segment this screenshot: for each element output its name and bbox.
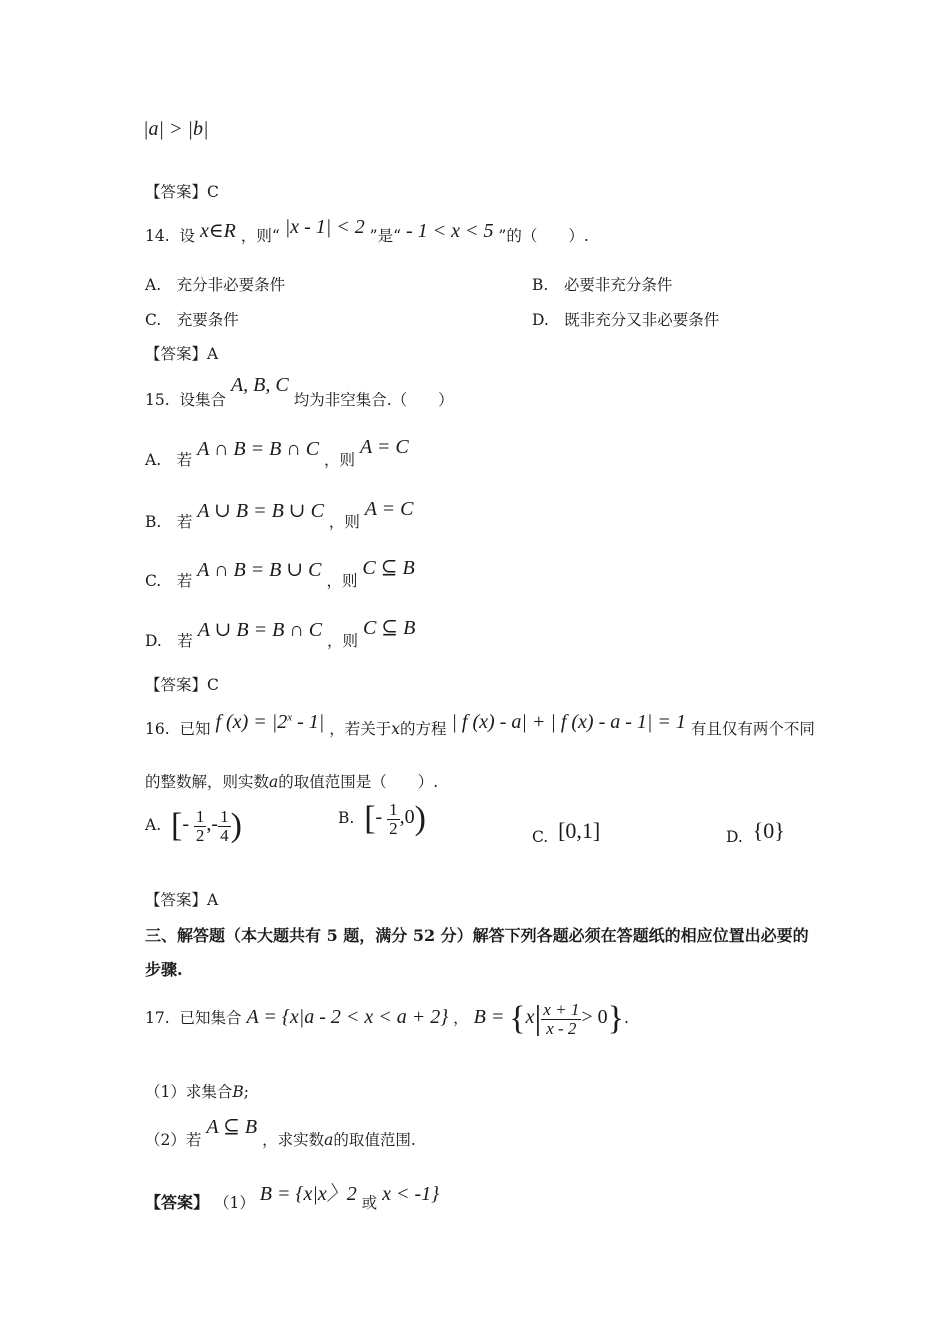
formula-exponent: x — [287, 711, 293, 724]
answer-q13: 【答案】C — [145, 183, 219, 201]
answer-q17 — [145, 1185, 439, 1214]
question-number: 16. — [145, 720, 170, 738]
question-text: 的取值范围. — [333, 1131, 416, 1149]
set-value: {0} — [752, 818, 785, 843]
q16-option-b: B. [- $\frac{1}{2}$ ,0) — [338, 799, 426, 838]
question-text: 的整数解，则实数 — [145, 773, 270, 791]
question-text: ，求实数 — [262, 1131, 325, 1149]
formula-range: - 1 < x < 5 — [405, 220, 494, 242]
fraction — [194, 808, 207, 845]
question-number: 14. — [145, 227, 170, 245]
formula-set-a: A = {x|a - 2 < x < a + 2} — [246, 1006, 449, 1028]
fraction-denominator: 4 — [220, 825, 229, 845]
answer-q14: 【答案】A — [145, 345, 219, 363]
formula-condition: A ∩ B = B ∩ C — [197, 438, 320, 460]
option-text: ，则 — [324, 451, 356, 469]
fraction — [387, 801, 400, 838]
question-text: 的方程 — [399, 720, 447, 738]
question-text: 均为非空集合.（ ） — [293, 391, 454, 409]
fraction-numerator: 1 — [220, 806, 229, 826]
formula-x-in-r: x∈R — [199, 220, 236, 242]
fraction — [541, 1001, 581, 1038]
question-text: （2）若 — [145, 1131, 202, 1149]
q15-option-a — [145, 436, 409, 471]
question-text: （1）求集合 — [145, 1083, 233, 1101]
answer-formula: B = {x|x〉2 — [259, 1183, 357, 1205]
option-text: ，则 — [326, 572, 358, 590]
option-label: A. 若 — [145, 451, 193, 469]
variable: x — [391, 720, 400, 738]
question-text: 已知 — [179, 720, 211, 738]
option-a: A. 充分非必要条件 — [145, 276, 286, 294]
option-c: C. 充要条件 — [145, 311, 239, 329]
option-d: D. 既非充分又非必要条件 — [532, 311, 720, 329]
fraction-numerator: x + 1 — [543, 999, 580, 1019]
formula-f-def — [215, 711, 324, 733]
formula-result: A = C — [364, 498, 414, 520]
question-14 — [145, 216, 589, 247]
formula-subset: A ⊆ B — [206, 1116, 258, 1138]
option-label: B. — [338, 809, 355, 827]
formula-condition: A ∪ B = B ∪ C — [197, 500, 324, 522]
q16-option-c — [532, 818, 601, 848]
answer-label: 【答案】 — [145, 1193, 210, 1212]
option-label: A. — [145, 816, 162, 834]
question-number: 15. — [145, 391, 170, 409]
question-text: ”的（ ）. — [498, 227, 589, 245]
formula-result: C ⊆ B — [362, 557, 415, 579]
question-16-line2 — [145, 770, 438, 792]
fraction-denominator: 2 — [389, 818, 398, 838]
question-text: . — [623, 1009, 629, 1027]
formula-condition: A ∪ B = B ∩ C — [197, 619, 323, 641]
variable: a — [324, 1131, 334, 1149]
q17-part-1 — [145, 1080, 249, 1102]
separator: ,- — [206, 813, 219, 835]
q15-option-c — [145, 557, 415, 592]
fraction-denominator: x - 2 — [546, 1018, 577, 1038]
option-label: C. — [532, 828, 549, 846]
option-label: D. — [726, 828, 743, 846]
formula-part: > 0 — [581, 1006, 608, 1028]
option-b: B. 必要非充分条件 — [532, 276, 673, 294]
formula-result: C ⊆ B — [362, 617, 416, 639]
option-label: B. 若 — [145, 513, 193, 531]
section-header-line2: 步骤. — [145, 960, 183, 979]
variable: x — [525, 1006, 535, 1028]
option-label: C. 若 — [145, 572, 193, 590]
formula-part: - 1| — [292, 711, 325, 733]
question-17: 17. 已知集合 A = {x|a - 2 < x < a + 2} ， B = {x| $\frac{x + 1}{x - 2}$ > 0}. — [145, 999, 629, 1038]
fraction-numerator: 1 — [195, 806, 205, 826]
variable: a — [269, 773, 279, 791]
q15-option-d — [145, 617, 416, 652]
formula-result: A = C — [359, 436, 409, 458]
interval-value: [0,1] — [558, 818, 601, 843]
fraction-numerator: 1 — [389, 799, 398, 819]
q15-option-b — [145, 498, 414, 533]
fraction-denominator: 2 — [195, 825, 205, 845]
q16-option-d — [726, 818, 785, 848]
q17-part-2 — [145, 1116, 416, 1151]
option-label: D. 若 — [145, 632, 193, 650]
minus-sign: - — [375, 806, 383, 828]
formula-condition: A ∩ B = B ∪ C — [197, 559, 322, 581]
question-text: 的取值范围是（ ）. — [278, 773, 439, 791]
top-formula: |a| > |b| — [143, 118, 209, 140]
answer-q16: 【答案】A — [145, 891, 219, 909]
question-text: 设 — [179, 227, 196, 245]
question-15 — [145, 374, 454, 411]
answer-part: （1） — [213, 1194, 255, 1212]
question-text: 设集合 — [179, 391, 227, 409]
question-text: ， — [453, 1009, 469, 1027]
question-number: 17. — [145, 1009, 170, 1027]
formula-equation: | f (x) - a| + | f (x) - a - 1| = 1 — [451, 711, 686, 733]
answer-formula: x < -1} — [382, 1183, 440, 1205]
fraction — [218, 808, 231, 845]
answer-text: 或 — [361, 1194, 378, 1212]
question-text: ; — [243, 1083, 249, 1101]
answer-q15: 【答案】C — [145, 676, 219, 694]
formula-sets: A, B, C — [230, 374, 289, 396]
question-text: ，若关于 — [329, 720, 392, 738]
option-text: ，则 — [327, 632, 359, 650]
question-text: ”是“ — [369, 227, 402, 245]
question-text: 有且仅有两个不同 — [690, 720, 815, 738]
section-header: 三、解答题（本大题共有 5 题，满分 52 分）解答下列各题必须在答题纸的相应位置出必要的 — [145, 926, 809, 945]
formula-set-b-head: B = — [473, 1006, 505, 1028]
option-text: ，则 — [328, 513, 360, 531]
q16-option-a: A. [- $\frac{1}{2}$ ,- $\frac{1}{4}$ ) — [145, 806, 242, 845]
variable: B — [232, 1083, 244, 1101]
formula-part: f (x) = |2 — [215, 711, 288, 733]
minus-sign: - — [182, 813, 189, 835]
formula-abs-ineq: |x - 1| < 2 — [284, 216, 365, 238]
question-text: 已知集合 — [179, 1009, 242, 1027]
interval-end: ,0 — [399, 806, 415, 828]
question-16 — [145, 711, 815, 740]
question-text: ，则“ — [240, 227, 280, 245]
